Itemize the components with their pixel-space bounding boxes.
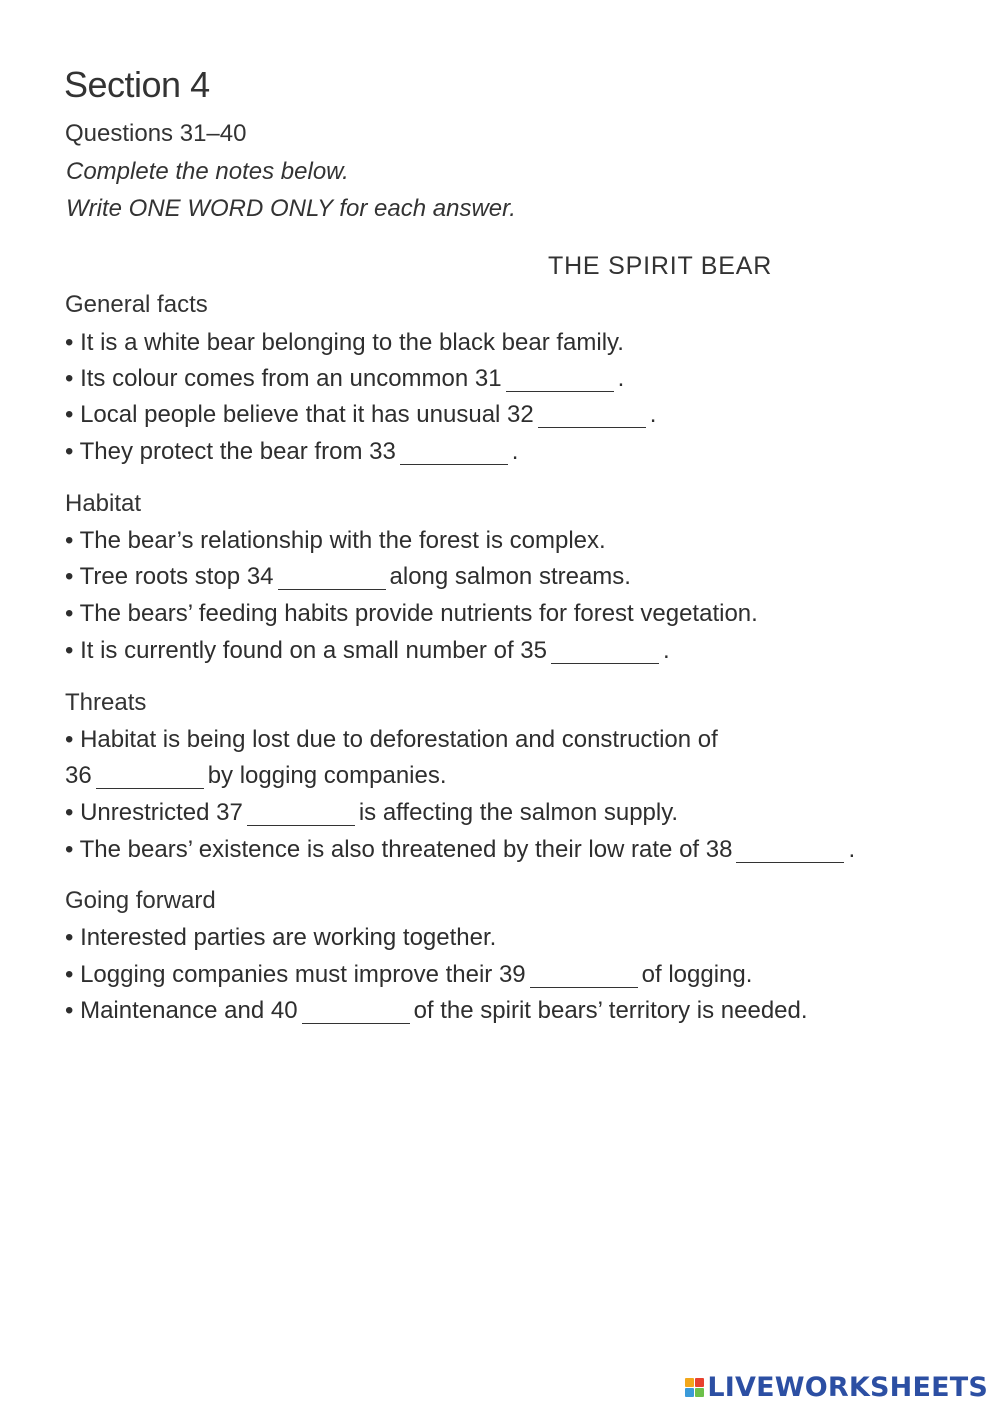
answer-38-input[interactable] [736,842,844,863]
heading-going-forward: Going forward [65,887,216,914]
habitat-fact-1: • The bear’s relationship with the forest is complex. [65,527,606,554]
notes-title: THE SPIRIT BEAR [548,252,773,280]
forward-fact-2-text: • Logging companies must improve their 39 [65,961,526,988]
threats-fact-1-continued [65,762,447,790]
answer-37-input[interactable] [247,805,355,826]
liveworksheets-brand-text: LIVEWORKSHEETS [707,1372,988,1403]
answer-31-input[interactable] [506,371,614,392]
answer-40-input[interactable] [302,1003,410,1024]
general-fact-2-end: . [617,365,625,392]
section-title: Section 4 [64,64,210,105]
habitat-fact-3: • The bears’ feeding habits provide nutrients for forest vegetation. [65,600,758,627]
threats-fact-1: • Habitat is being lost due to deforestation and construction of [65,726,718,753]
forward-fact-2-end: of logging. [641,961,753,988]
answer-32-input[interactable] [538,407,646,428]
heading-general-facts: General facts [65,291,208,318]
general-fact-4-end: . [511,438,519,465]
forward-fact-3 [65,997,808,1025]
habitat-fact-4-text: • It is currently found on a small number of 35 [65,637,547,664]
general-fact-1: • It is a white bear belonging to the black bear family. [65,329,624,356]
instruction-one-word: Write ONE WORD ONLY for each answer. [66,195,516,222]
heading-threats: Threats [65,689,147,716]
threats-fact-3 [65,836,855,864]
instruction-complete-notes: Complete the notes below. [66,158,349,185]
answer-34-input[interactable] [278,569,386,590]
habitat-fact-2 [65,563,631,591]
habitat-fact-2-text: • Tree roots stop 34 [65,563,274,590]
answer-36-input[interactable] [96,768,204,789]
threats-fact-1-end: by logging companies. [207,762,447,789]
forward-fact-2 [65,961,752,989]
questions-range: Questions 31–40 [65,120,247,147]
threats-fact-3-text: • The bears’ existence is also threatened by their low rate of 38 [65,836,733,863]
general-fact-2-text: • Its colour comes from an uncommon 31 [65,365,502,392]
threats-fact-2 [65,799,678,827]
threats-fact-2-text: • Unrestricted 37 [65,799,243,826]
answer-35-input[interactable] [551,643,659,664]
general-fact-3-end: . [649,401,657,428]
threats-fact-3-end: . [848,836,856,863]
general-fact-3-text: • Local people believe that it has unusual 32 [65,401,534,428]
answer-39-input[interactable] [530,967,638,988]
general-fact-4 [65,438,518,466]
liveworksheets-watermark [685,1372,988,1403]
habitat-fact-2-end: along salmon streams. [389,563,631,590]
liveworksheets-logo-icon [685,1378,704,1397]
general-fact-3 [65,401,656,429]
threats-fact-1-number: 36 [65,762,92,789]
habitat-fact-4 [65,637,670,665]
general-fact-4-text: • They protect the bear from 33 [65,438,396,465]
forward-fact-3-text: • Maintenance and 40 [65,997,298,1024]
general-fact-2 [65,365,624,393]
forward-fact-3-end: of the spirit bears’ territory is needed. [413,997,808,1024]
forward-fact-1: • Interested parties are working together. [65,924,497,951]
habitat-fact-4-end: . [662,637,670,664]
heading-habitat: Habitat [65,490,142,517]
answer-33-input[interactable] [400,444,508,465]
threats-fact-2-end: is affecting the salmon supply. [358,799,679,826]
